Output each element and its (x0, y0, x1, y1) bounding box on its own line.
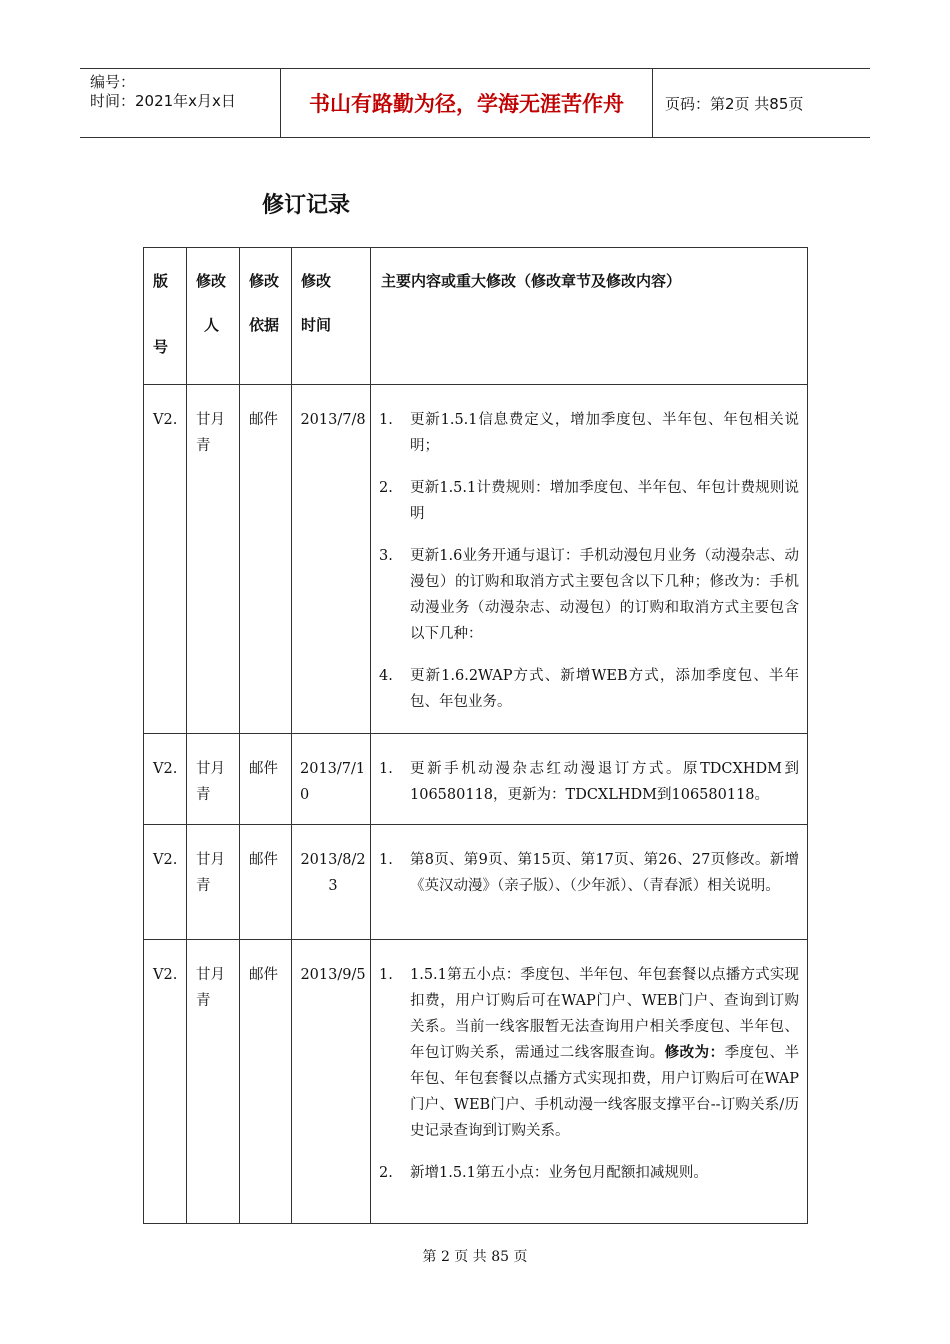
row-basis: 邮件 (249, 852, 278, 868)
table-row (144, 940, 808, 1224)
row-time: 2013/9/5 (300, 967, 366, 983)
row-modifier: 甘月青 (196, 761, 225, 803)
row-version: V2. (153, 852, 178, 868)
row-basis: 邮件 (249, 761, 278, 777)
list-item: 3. 更新1.6业务开通与退订：手机动漫包月业务（动漫杂志、动漫包）的订购和取消方式主要包含以下几种；修改为：手机动漫业务（动漫杂志、动漫包）的订购和取消方式主要包含以下几种： (379, 548, 799, 642)
row-basis: 邮件 (249, 412, 278, 428)
list-item: 2. 更新1.5.1计费规则：增加季度包、半年包、年包计费规则说明 (379, 480, 799, 522)
row-basis: 邮件 (249, 967, 278, 983)
row-version: V2. (153, 761, 178, 777)
header-time: 修改 时间 (292, 248, 371, 385)
change-list (371, 734, 807, 808)
list-item: 4. 更新1.6.2WAP方式、新增WEB方式，添加季度包、半年包、年包业务。 (379, 668, 799, 710)
header-motto: 书山有路勤为径，学海无涯苦作舟 (281, 69, 653, 137)
change-list (371, 825, 807, 899)
header-content: 主要内容或重大修改（修改章节及修改内容） (371, 248, 808, 385)
header-basis: 修改 依据 (240, 248, 292, 385)
page-footer: 第 2 页 共 85 页 (422, 1249, 528, 1265)
change-list (371, 385, 807, 715)
list-item: 1. 更新手机动漫杂志红动漫退订方式。原TDCXHDM到106580118，更新为：TDCXLHDM到106580118。 (379, 761, 799, 803)
change-list (371, 940, 807, 1186)
header-meta (80, 69, 281, 137)
table-row (144, 734, 808, 825)
row-time: 2013/8/23 (300, 852, 366, 894)
list-item: 1. 第8页、第9页、第15页、第17页、第26、27页修改。新增《英汉动漫》（亲子版）、（少年派）、（青春派）相关说明。 (379, 852, 799, 894)
page-title: 修订记录 (262, 193, 351, 218)
row-time: 2013/7/10 (300, 761, 366, 803)
header-version: 版 号 (144, 248, 187, 385)
row-version: V2. (153, 967, 178, 983)
revision-table (143, 247, 808, 1224)
table-header-row (144, 248, 808, 385)
row-time: 2013/7/8 (300, 412, 366, 428)
page-header (80, 68, 870, 138)
row-modifier: 甘月青 (196, 967, 225, 1009)
modified-to-label: 修改为： (664, 1045, 725, 1061)
header-number-label: 编号： (90, 73, 136, 91)
header-date-label: 时间：2021年x月x日 (90, 92, 236, 110)
header-page-label: 页码：第2页 共85页 (665, 94, 804, 113)
table-row (144, 825, 808, 940)
row-modifier: 甘月青 (196, 852, 225, 894)
list-item: 2. 新增1.5.1第五小点：业务包月配额扣减规则。 (379, 1165, 708, 1181)
list-item: 1. 1.5.1第五小点：季度包、半年包、年包套餐以点播方式实现扣费，用户订购后可在WAP门户、WEB门户、查询到订购关系。当前一线客服暂无法查询用户相关季度包、半年包、年包订购关系，需通过二线客服查询。修改为：季度包、半年包、年包套餐以点播方式实现扣费，用户订购后可在WAP门户、WEB门户、手机动漫一线客服支撑平台--订购关系/历史记录查询到订购关系。 (379, 967, 800, 1139)
row-modifier: 甘月青 (196, 412, 225, 454)
row-version: V2. (153, 412, 178, 428)
list-item: 1. 更新1.5.1信息费定义，增加季度包、半年包、年包相关说明； (379, 412, 799, 454)
header-modifier: 修改 人 (187, 248, 240, 385)
table-row (144, 385, 808, 734)
